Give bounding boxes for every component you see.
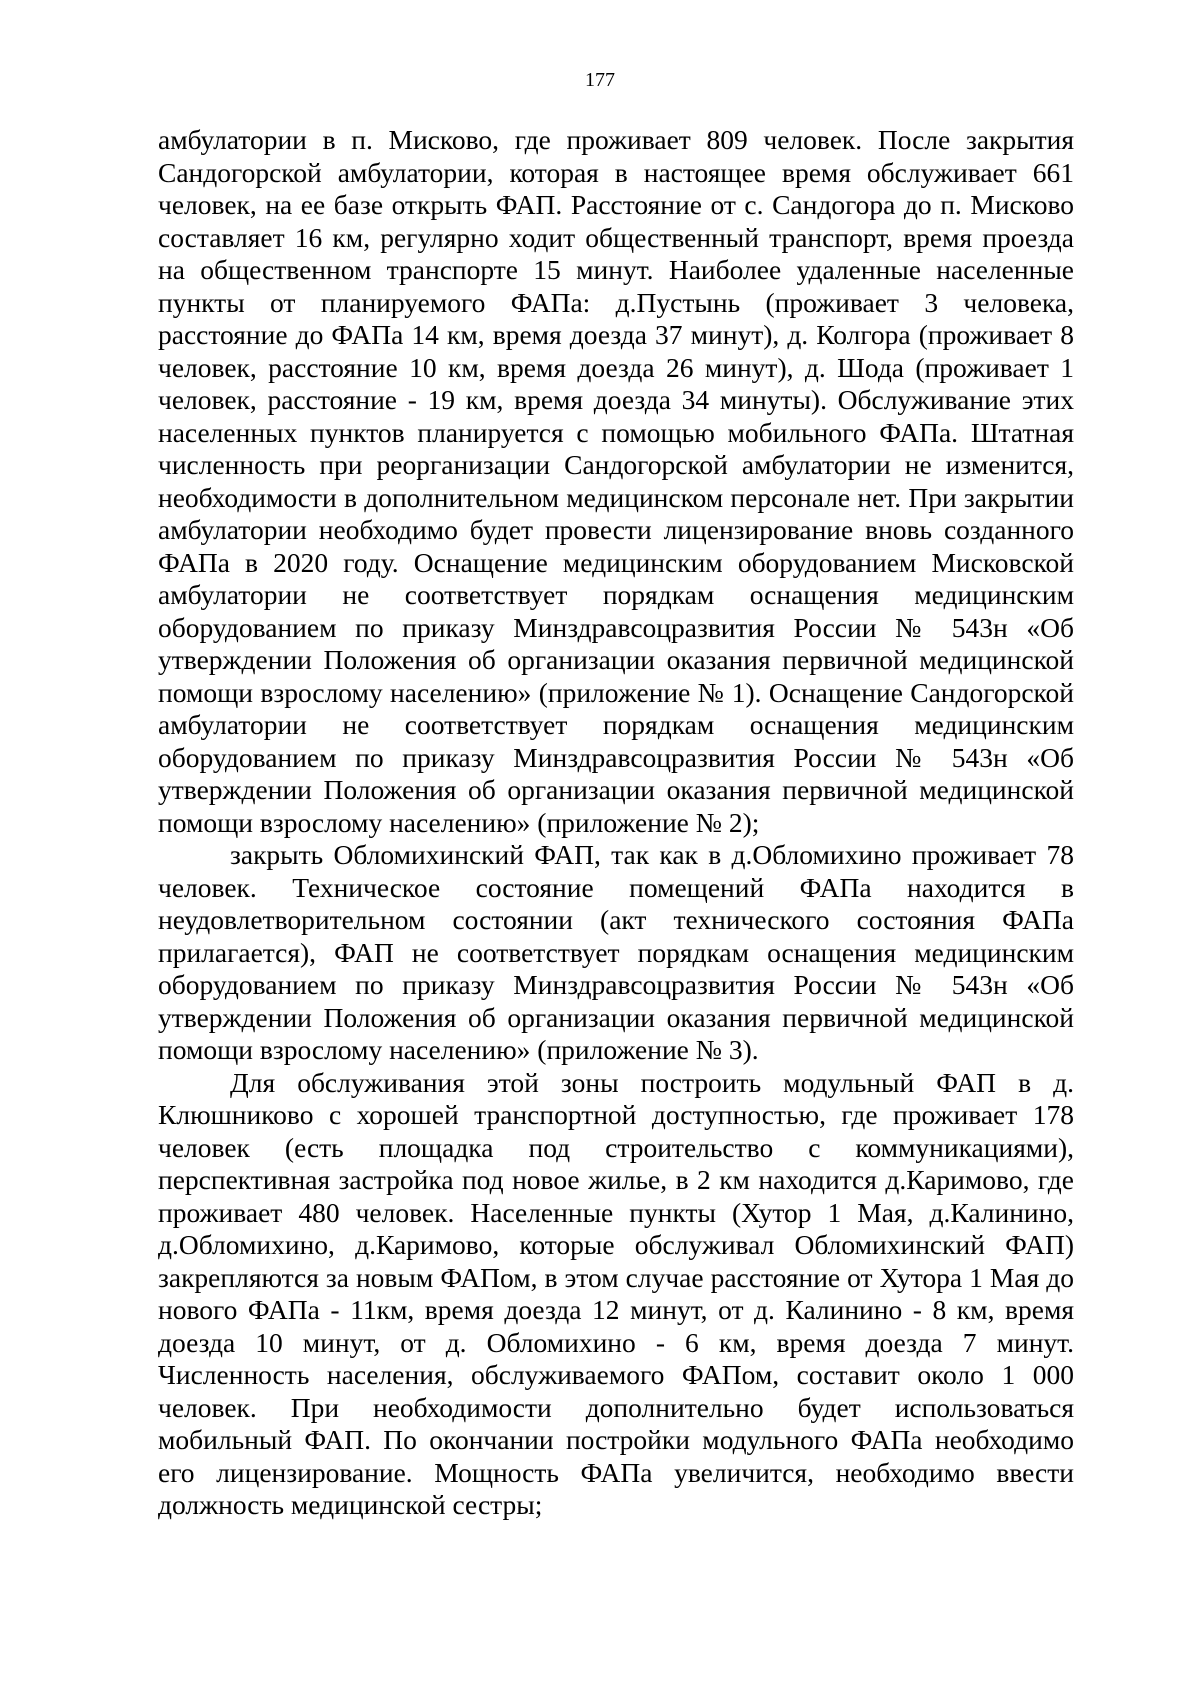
- document-body: [158, 124, 1074, 1522]
- paragraph-oblomikhino: закрыть Обломихинский ФАП, так как в д.Обломихино проживает 78 человек. Техническое состояние помещений ФАПа находится в неудовлетворительном состоянии (акт технического состояния ФАПа прилагается), ФАП не соответствует порядкам оснащения медицинским оборудованием по приказу Минздравсоцразвития России № 543н «Об утверждении Положения об организации оказания первичной медицинской помощи взрослому населению» (приложение № 3).: [158, 839, 1074, 1065]
- paragraph-continuation: амбулатории в п. Мисково, где проживает 809 человек. После закрытия Сандогорской амбулатории, которая в настоящее время обслуживает 661 человек, на ее базе открыть ФАП. Расстояние от с. Сандогора до п. Мисково составляет 16 км, регулярно ходит общественный транспорт, время проезда на общественном транспорте 15 минут. Наиболее удаленные населенные пункты от планируемого ФАПа: д.Пустынь (проживает 3 человека, расстояние до ФАПа 14 км, время доезда 37 минут), д. Колгора (проживает 8 человек, расстояние 10 км, время доезда 26 минут), д. Шода (проживает 1 человек, расстояние - 19 км, время доезда 34 минуты). Обслуживание этих населенных пунктов планируется с помощью мобильного ФАПа. Штатная численность при реорганизации Сандогорской амбулатории не изменится, необходимости в дополнительном медицинском персонале нет. При закрытии амбулатории необходимо будет провести лицензирование вновь созданного ФАПа в 2020 году. Оснащение медицинским оборудованием Мисковской амбулатории не соответствует порядкам оснащения медицинским оборудованием по приказу Минздравсоцразвития России № 543н «Об утверждении Положения об организации оказания первичной медицинской помощи взрослому населению» (приложение № 1). Оснащение Сандогорской амбулатории не соответствует порядкам оснащения медицинским оборудованием по приказу Минздравсоцразвития России № 543н «Об утверждении Положения об организации оказания первичной медицинской помощи взрослому населению» (приложение № 2);: [158, 124, 1074, 838]
- page-number: 177: [585, 69, 615, 91]
- paragraph-klyushnikovo: Для обслуживания этой зоны построить модульный ФАП в д. Клюшниково с хорошей транспортной доступностью, где проживает 178 человек (есть площадка под строительство с коммуникациями), перспективная застройка под новое жилье, в 2 км находится д.Каримово, где проживает 480 человек. Населенные пункты (Хутор 1 Мая, д.Калинино, д.Обломихино, д.Каримово, которые обслуживал Обломихинский ФАП) закрепляются за новым ФАПом, в этом случае расстояние от Хутора 1 Мая до нового ФАПа - 11км, время доезда 12 минут, от д. Калинино - 8 км, время доезда 10 минут, от д. Обломихино - 6 км, время доезда 7 минут. Численность населения, обслуживаемого ФАПом, составит около 1 000 человек. При необходимости дополнительно будет использоваться мобильный ФАП. По окончании постройки модульного ФАПа необходимо его лицензирование. Мощность ФАПа увеличится, необходимо ввести должность медицинской сестры;: [158, 1066, 1074, 1520]
